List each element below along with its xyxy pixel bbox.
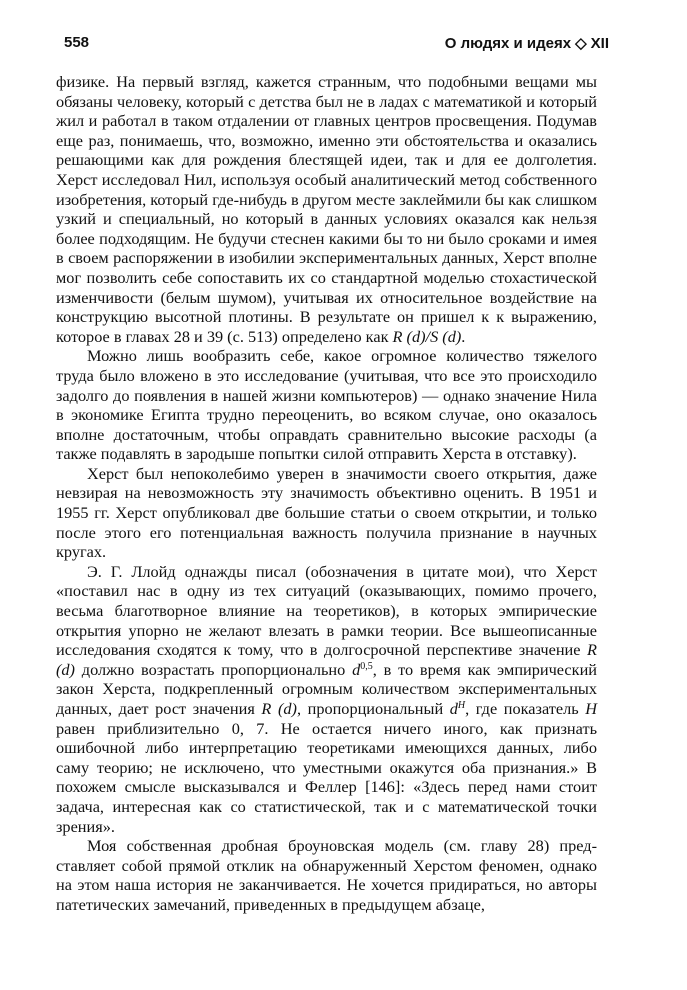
running-head [64,34,609,56]
math-exponent: H [457,700,466,711]
paragraph-2 [56,346,597,464]
paragraph-3 [56,464,597,562]
section-title-text: О людях и идеях [444,35,572,52]
paragraph-1 [56,72,597,346]
paragraph-5 [56,836,597,914]
paragraph-end: . [461,326,466,346]
section-title [445,34,609,52]
paragraph-text: , пропорциональный [296,699,450,718]
math-formula: R (d)/S (d) [392,326,462,346]
paragraph-text: должно возрастать пропорционально [74,659,353,679]
body-text [56,72,597,915]
diamond-icon: ◇ [575,35,587,52]
paragraph-text: , где показатель [465,699,586,718]
math-formula: d [352,659,361,679]
paragraph-4 [56,562,597,836]
math-formula: H [585,699,598,718]
paragraph-text: равен приблизительно 0, 7. Не остается ничего иного, как признать ошибочной либо интерпретацию теоретиками имеющихся данных, либо саму теорию; не исключено, что уместными окажутся оба признания.» В похожем смысле высказывался и Феллер [146]: «Здесь перед нами стоит задача, интересная как со статистической, так и с математической точки зрения». [56,718,597,836]
math-formula: R (d) [261,699,297,718]
paragraph-text: , в то время как эмпирический закон Херста, подкрепленный огромным количеством экспериментальных данных, дает рост значения [56,659,597,718]
math-exponent: 0,5 [360,660,373,672]
paragraph-text: физике. На первый взгляд, кажется странным, что подобными вещами мы обязаны человеку, который с детства был не в ладах с математикой и который жил и работал в таком отдалении от главных центров просвещения. Подумав еще раз, понимаешь, что, возможно, именно эти обстоятельства и оказались решающими как для рождения блестящей идеи, так и для ее долголетия. Херст исследовал Нил, используя особый аналитический метод собственного изобретения, который где-нибудь в другом месте заклеймили бы как слишком узкий и специальный, но который в данных условиях оказался как нельзя более подходящим. Не будучи стеснен какими бы то ни было сроками и имея в своем распоряжении в изобилии экспериментальных данных, Херст вполне мог позволить себе сопоставить их со стандартной моделью стохастической изменчивости (белым шумом), учитывая их относительное воздействие на конструкцию высотной плотины. В результате он пришел к к выражению, которое в главах 28 и 39 (с. 513) определено как [56,72,597,346]
paragraph-text: Херст был непоколебимо уверен в значимости своего открытия, даже невзирая на невозможность эту значимость объективно оценить. В 1951 и 1955 гг. Херст опубликовал две большие статьи о своем открытии, и только после этого его потенциальная важность получила признание в научных кругах. [56,463,597,562]
math-formula: d [449,699,458,718]
paragraph-text: Моя собственная дробная броуновская модель (см. главу 28) представляет собой прямой отклик на обнаруженный Херстом феномен, однако на этом наша история не заканчивается. Не хочется придираться, но авторы патетических замечаний, приведенных в предыдущем абзаце, [56,836,597,914]
paragraph-text: Можно лишь вообразить себе, какое огромное количество тяжелого труда было вложено в это исследование (учитывая, что все это происходило задолго до появления в нашей жизни компьютеров) — однако значение Нила в экономике Египта трудно переоценить, во всяком случае, оно оказалось вполне достаточным, чтобы оправдать сравнительно высокие расходы (а также подавлять в зародыше попытки силой отправить Херста в отставку). [56,346,597,464]
math-formula: R (d) [56,640,597,679]
paragraph-text: Э. Г. Ллойд однажды писал (обозначения в цитате мои), что Херст «поставил нас в одну из тех ситуаций (оказывающих, помимо прочего, весьма благотворное влияние на теоретиков), в которых эмпирические открытия упорно не желают влезать в рамки теории. Все вышеописанные исследования сходятся к тому, что в долгосрочной перспективе значение [56,561,597,660]
page-number: 558 [64,34,90,51]
chapter-number: XII [590,35,609,52]
